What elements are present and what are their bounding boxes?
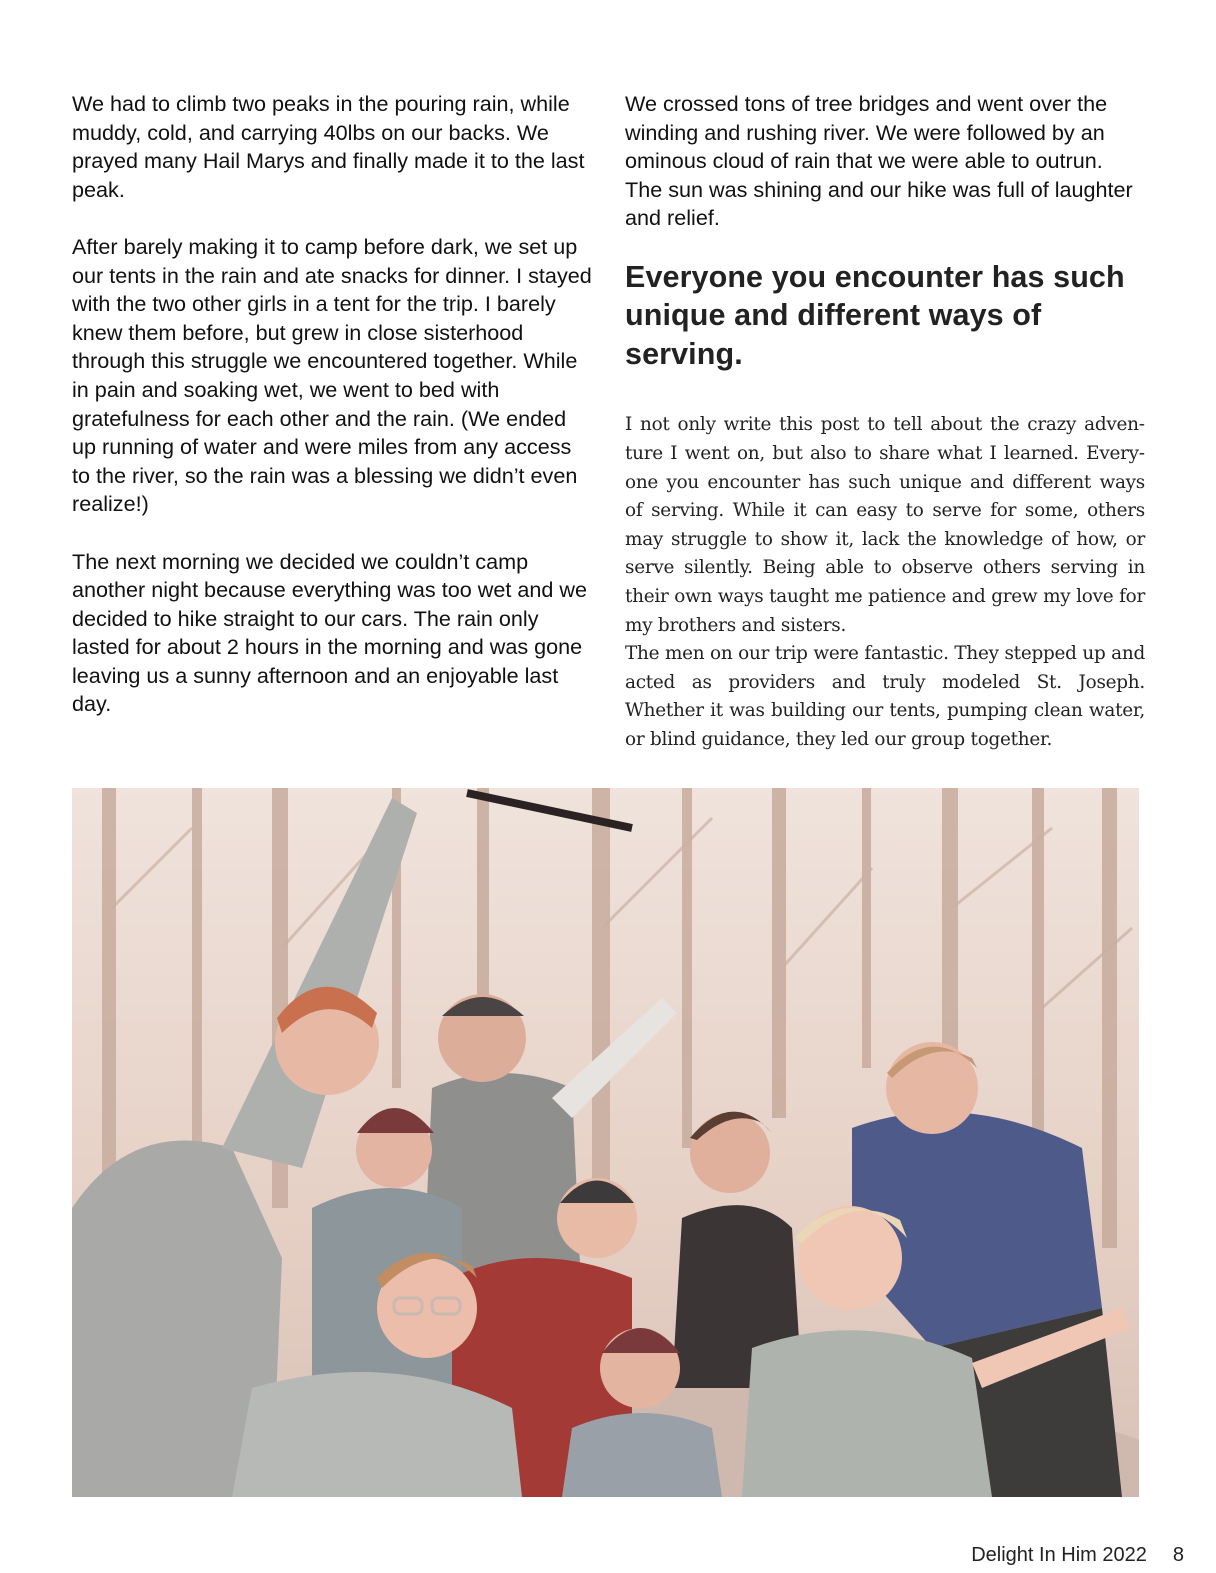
publication-name: Delight In Him 2022	[971, 1544, 1147, 1566]
page-footer	[971, 1544, 1184, 1567]
group-hiking-photo	[72, 788, 1139, 1497]
right-column	[625, 90, 1145, 755]
paragraph-river: We crossed tons of tree bridges and went over the winding and rushing river. We were followed by an ominous cloud of rain that we were able to outrun. The sun was shining and our hike was full of laughter and relief.	[625, 91, 1133, 231]
pull-quote-heading: Everyone you encounter has such unique and different ways of serving.	[625, 259, 1125, 371]
reflection-text	[625, 411, 1145, 754]
paragraph-men: The men on our trip were fantastic. They stepped up and acted as providers and truly modeled St. Joseph. Whether it was building our tents, pumping clean water, or blind guidance, they led our group together.	[625, 643, 1145, 750]
paragraph-reflection: I not only write this post to tell about the crazy adventure I went on, but also to share what I learned. Everyone you encounter has such unique and different ways of serving. While it can easy to serve for some, others may struggle to show it, lack the knowledge of how, or serve silently. Being able to observe others serving in their own ways taught me patience and grew my love for my brothers and sisters.	[625, 414, 1145, 636]
group-photo-illustration	[72, 788, 1139, 1497]
paragraph-camp: After barely making it to camp before dark, we set up our tents in the rain and ate snacks for dinner. I stayed with the two other girls in a tent for the trip. I barely knew them before, but grew in close sisterhood through this struggle we encountered together. While in pain and soaking wet, we went to bed with gratefulness for each other and the rain. (We ended up running of water and were miles from any access to the river, so the rain was a blessing we didn’t even realize!)	[72, 233, 592, 517]
page-number: 8	[1172, 1544, 1184, 1566]
paragraph-morning: The next morning we decided we couldn’t camp another night because everything was too wet and we decided to hike straight to our cars. The rain only lasted for about 2 hours in the morning and was gone leaving us a sunny afternoon and an enjoyable last day.	[72, 548, 587, 717]
left-column	[72, 90, 592, 748]
paragraph-climb: We had to climb two peaks in the pouring rain, while muddy, cold, and carrying 40lbs on our backs. We prayed many Hail Marys and finally made it to the last peak.	[72, 91, 585, 202]
